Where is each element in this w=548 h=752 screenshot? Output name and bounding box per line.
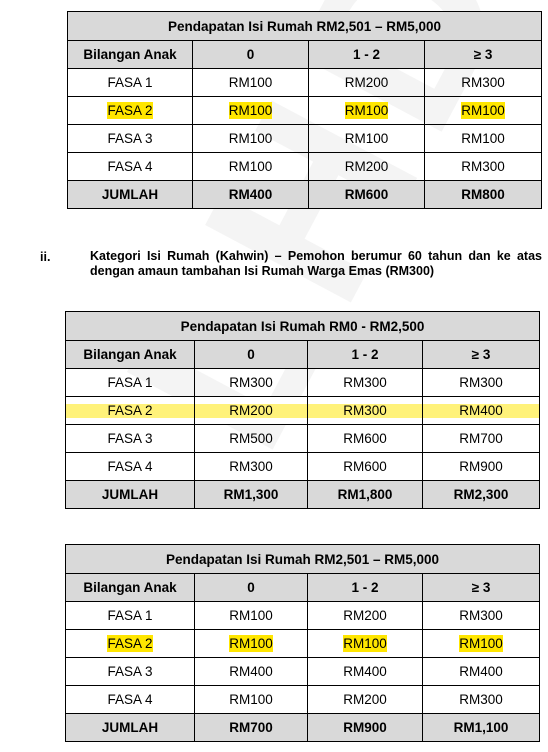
header-cell: 1 - 2 [308,341,423,369]
table-row-highlighted [68,97,542,125]
table-cell [423,630,540,658]
table-row [68,69,542,97]
table-row [66,686,540,714]
table-cell [68,97,193,125]
total-cell: RM2,300 [423,481,540,509]
header-cell: 1 - 2 [309,41,425,69]
total-cell: JUMLAH [66,714,195,742]
table-cell: FASA 3 [66,658,195,686]
table-row [66,453,540,481]
table-cell: RM300 [195,369,308,397]
table-cell: RM400 [195,658,308,686]
table-2 [65,311,540,509]
table-cell: RM100 [195,686,308,714]
table-cell: FASA 2 [66,397,195,425]
table-cell: RM300 [425,69,542,97]
total-cell: RM1,100 [423,714,540,742]
total-row [66,714,540,742]
total-cell: RM400 [193,181,309,209]
table-cell: FASA 3 [68,125,193,153]
table-3 [65,544,540,742]
total-cell: RM1,300 [195,481,308,509]
table-cell: FASA 1 [66,602,195,630]
header-cell: Bilangan Anak [66,341,195,369]
table-cell: RM900 [423,453,540,481]
highlighted-text: RM100 [461,103,505,118]
header-cell: 0 [195,341,308,369]
table-row-highlighted [66,630,540,658]
table-cell: RM200 [195,397,308,425]
table-cell [308,630,423,658]
table-cell: RM700 [423,425,540,453]
table-cell: RM100 [193,153,309,181]
header-cell: 0 [193,41,309,69]
total-cell: JUMLAH [68,181,193,209]
total-cell: RM1,800 [308,481,423,509]
table-cell: RM400 [423,397,540,425]
header-cell: ≥ 3 [423,341,540,369]
table-cell: RM100 [193,69,309,97]
table-cell: RM200 [308,686,423,714]
header-cell: ≥ 3 [423,574,540,602]
table-title: Pendapatan Isi Rumah RM0 - RM2,500 [66,312,540,341]
highlighted-text: RM100 [344,103,389,118]
table-cell: FASA 3 [66,425,195,453]
table-cell: RM300 [308,369,423,397]
table-cell: FASA 4 [66,453,195,481]
highlighted-text: RM100 [459,636,503,651]
table-cell: FASA 4 [68,153,193,181]
table-cell: FASA 1 [66,369,195,397]
table-cell: RM300 [423,369,540,397]
table-cell: RM400 [308,658,423,686]
table-cell: FASA 1 [68,69,193,97]
header-cell: 0 [195,574,308,602]
table-1 [67,11,542,209]
table-cell: RM600 [308,453,423,481]
highlighted-text: FASA 2 [107,103,153,118]
table-row [66,658,540,686]
table-cell: RM300 [195,453,308,481]
header-cell: Bilangan Anak [68,41,193,69]
total-cell: RM600 [309,181,425,209]
header-cell: ≥ 3 [425,41,542,69]
highlighted-text: RM100 [343,636,387,651]
table-row [68,153,542,181]
table-cell: RM200 [309,153,425,181]
total-row [68,181,542,209]
table-cell: RM100 [193,125,309,153]
highlighted-text: FASA 2 [107,636,153,651]
table-cell: RM500 [195,425,308,453]
section-number: ii. [40,250,51,264]
table-cell: RM200 [308,602,423,630]
table-cell: RM300 [423,602,540,630]
table-cell [309,97,425,125]
table-cell: RM300 [425,153,542,181]
table-cell: RM300 [423,686,540,714]
highlighted-text: RM100 [228,103,273,118]
highlighted-text: RM100 [229,636,273,651]
table-title: Pendapatan Isi Rumah RM2,501 – RM5,000 [68,12,542,41]
table-cell: RM300 [308,397,423,425]
section-heading: Kategori Isi Rumah (Kahwin) – Pemohon berumur 60 tahun dan ke atas dengan amaun tambahan Isi Rumah Warga Emas (RM300) [90,249,542,278]
table-cell [193,97,309,125]
table-row [66,369,540,397]
table-cell [195,630,308,658]
table-cell: RM400 [423,658,540,686]
table-row [66,425,540,453]
table-cell: RM100 [309,125,425,153]
table-cell: RM100 [425,125,542,153]
total-cell: RM800 [425,181,542,209]
table-cell: RM100 [195,602,308,630]
table-title: Pendapatan Isi Rumah RM2,501 – RM5,000 [66,545,540,574]
table-row-highlighted [66,397,540,425]
table-cell: RM600 [308,425,423,453]
total-cell: JUMLAH [66,481,195,509]
header-cell: 1 - 2 [308,574,423,602]
total-cell: RM900 [308,714,423,742]
table-row [68,125,542,153]
table-cell: FASA 4 [66,686,195,714]
table-cell: RM200 [309,69,425,97]
table-cell [66,630,195,658]
table-row [66,602,540,630]
total-row [66,481,540,509]
table-cell [425,97,542,125]
header-cell: Bilangan Anak [66,574,195,602]
total-cell: RM700 [195,714,308,742]
